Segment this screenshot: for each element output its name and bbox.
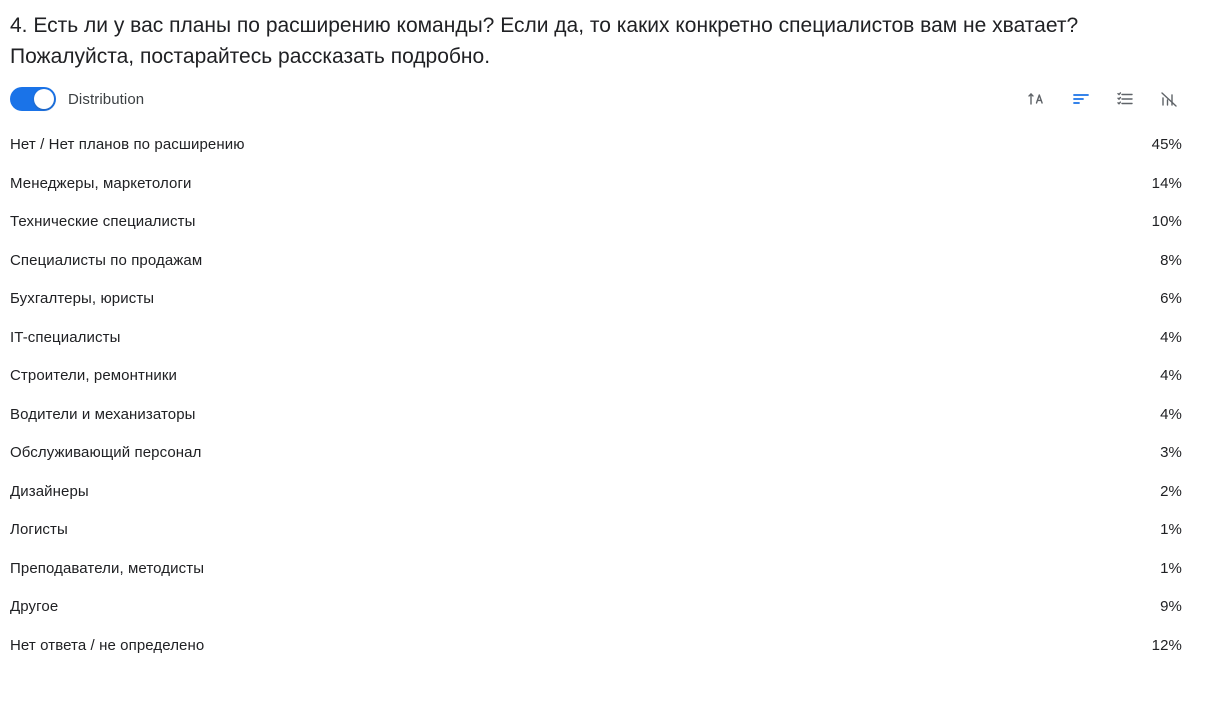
sort-alpha-icon[interactable] — [1026, 88, 1048, 110]
list-item[interactable] — [10, 521, 1182, 560]
list-item-label: Менеджеры, маркетологи — [10, 174, 192, 192]
toolbar-left-group — [10, 87, 144, 111]
list-item-value: 2% — [1160, 482, 1182, 500]
chart-toolbar — [10, 82, 1182, 116]
list-item-label: Водители и механизаторы — [10, 405, 196, 423]
list-item-label: Технические специалисты — [10, 213, 196, 230]
list-item-label: Дизайнеры — [10, 482, 89, 500]
list-item-label: Специалисты по продажам — [10, 251, 203, 269]
distribution-list — [10, 136, 1182, 675]
list-item[interactable] — [10, 136, 1182, 175]
list-item[interactable] — [10, 406, 1182, 445]
toolbar-right-group — [1026, 88, 1180, 110]
list-item-value: 4% — [1160, 405, 1182, 423]
list-item-label: Логисты — [10, 521, 68, 538]
list-item-label: Строители, ремонтники — [10, 367, 177, 384]
list-item-label: Обслуживающий персонал — [10, 444, 202, 461]
list-item-value: 6% — [1160, 290, 1182, 307]
list-item[interactable] — [10, 290, 1182, 329]
list-item-value: 4% — [1160, 328, 1182, 346]
toggle-knob — [34, 89, 54, 109]
list-item-value: 8% — [1160, 251, 1182, 269]
list-item-value: 3% — [1160, 444, 1182, 461]
list-item[interactable] — [10, 560, 1182, 599]
list-item[interactable] — [10, 598, 1182, 637]
list-item-value: 4% — [1160, 367, 1182, 384]
list-item[interactable] — [10, 213, 1182, 252]
list-item-label: Нет / Нет планов по расширению — [10, 136, 245, 153]
list-item-label: Преподаватели, методисты — [10, 559, 205, 577]
list-item[interactable] — [10, 175, 1182, 214]
sort-bars-icon[interactable] — [1070, 88, 1092, 110]
list-item[interactable] — [10, 483, 1182, 522]
list-item[interactable] — [10, 329, 1182, 368]
list-item-value: 14% — [1151, 174, 1182, 192]
list-item-value: 45% — [1151, 136, 1182, 153]
distribution-toggle-label: Distribution — [68, 90, 145, 108]
list-item-label: Другое — [10, 598, 59, 615]
distribution-toggle[interactable] — [10, 87, 56, 111]
list-item[interactable] — [10, 444, 1182, 483]
list-item-label: IT-специалисты — [10, 328, 121, 346]
list-item-value: 12% — [1151, 636, 1182, 654]
list-item-value: 9% — [1160, 598, 1182, 615]
list-item-value: 1% — [1160, 559, 1182, 577]
list-item-label: Нет ответа / не определено — [10, 636, 205, 654]
list-item-value: 10% — [1151, 213, 1182, 230]
list-item-label: Бухгалтеры, юристы — [10, 290, 155, 307]
page-title: 4. Есть ли у вас планы по расширению команды? Если да, то каких конкретно специалистов вам не хватает? Пожалуйста, постарайтесь рассказать подробно. — [10, 14, 1079, 68]
list-item-value: 1% — [1160, 521, 1182, 538]
list-item[interactable] — [10, 252, 1182, 291]
list-item[interactable] — [10, 637, 1182, 676]
hide-chart-icon[interactable] — [1158, 88, 1180, 110]
list-view-icon[interactable] — [1114, 88, 1136, 110]
list-item[interactable] — [10, 367, 1182, 406]
